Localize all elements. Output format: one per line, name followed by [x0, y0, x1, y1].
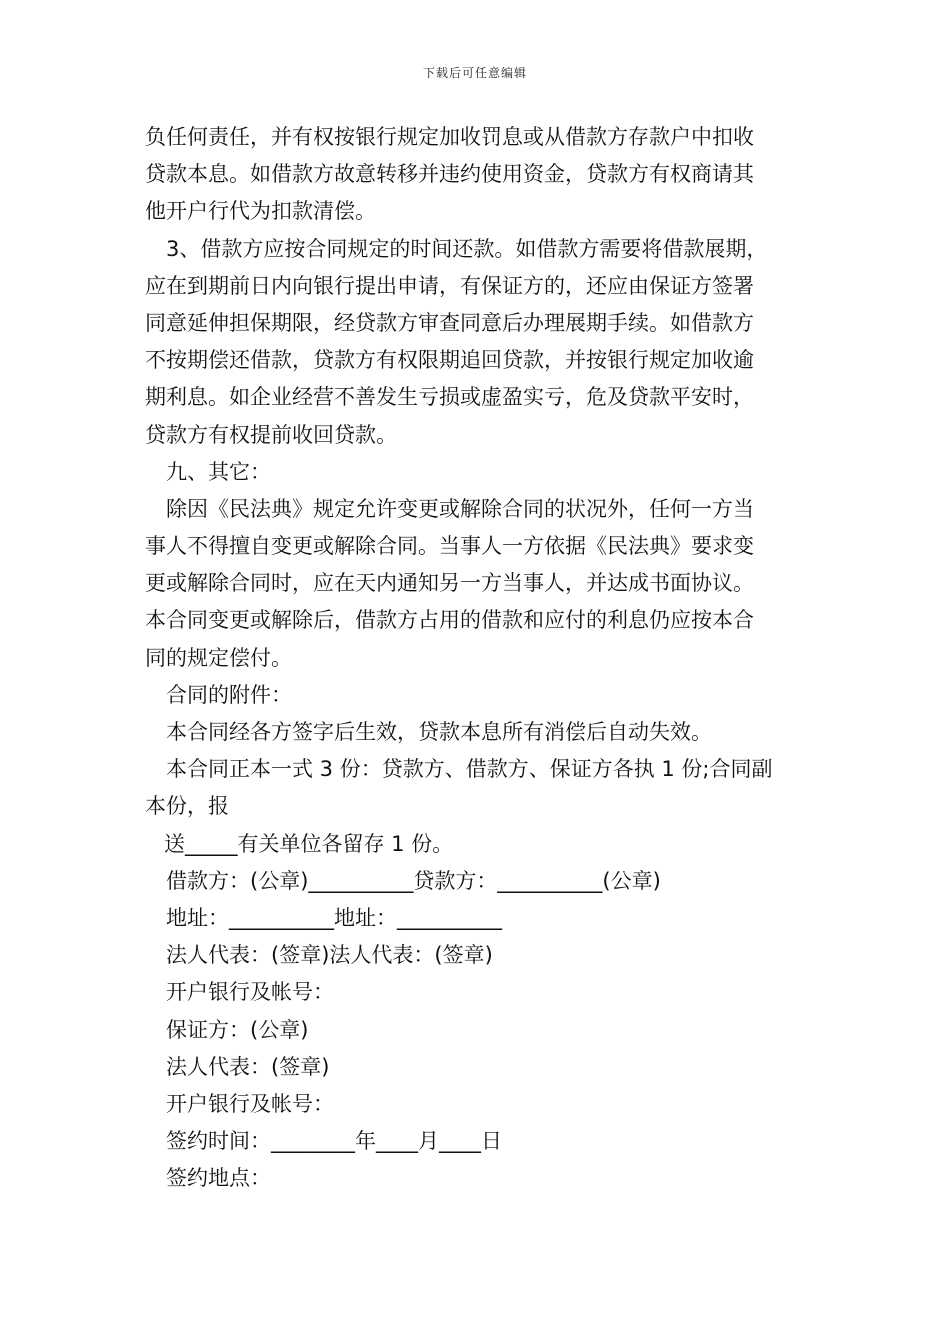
signature-line: 开户银行及帐号：: [166, 1091, 334, 1116]
signature-line: 法人代表：(签章)法人代表：(签章): [166, 943, 493, 968]
paragraph-line: 本合同变更或解除后，借款方占用的借款和应付的利息仍应按本合: [145, 608, 754, 633]
paragraph-line: 他开户行代为扣款清偿。: [145, 199, 376, 224]
header-note: 下载后可任意编辑: [422, 66, 527, 80]
paragraph-line: 应在到期前日内向银行提出申请，有保证方的，还应由保证方签署: [145, 273, 754, 298]
paragraph-line: 更或解除合同时，应在天内通知另一方当事人，并达成书面协议。: [145, 571, 754, 596]
paragraph-line: 事人不得擅自变更或解除合同。当事人一方依据《民法典》要求变: [145, 534, 754, 559]
section-heading: 九、其它：: [166, 459, 271, 484]
signature-line: 地址：__________地址：__________: [166, 905, 502, 930]
paragraph-line: 不按期偿还借款，贷款方有权限期追回贷款，并按银行规定加收逾: [145, 348, 754, 373]
paragraph-line: 本合同正本一式 3 份：贷款方、借款方、保证方各执 1 份;合同副: [166, 757, 773, 782]
paragraph-line: 本合同经各方签字后生效，贷款本息所有消偿后自动失效。: [166, 720, 712, 744]
signature-line: 签约时间：________年____月____日: [166, 1129, 502, 1154]
signature-line: 签约地点：: [166, 1166, 271, 1191]
paragraph-line: 负任何责任，并有权按银行规定加收罚息或从借款方存款户中扣收: [145, 125, 754, 149]
paragraph-line: 贷款本息。如借款方故意转移并违约使用资金，贷款方有权商请其: [145, 162, 754, 187]
paragraph-line: 3、借款方应按合同规定的时间还款。如借款方需要将借款展期，: [166, 236, 768, 261]
paragraph-line: 除因《民法典》规定允许变更或解除合同的状况外，任何一方当: [166, 496, 754, 521]
signature-line: 开户银行及帐号：: [166, 980, 334, 1005]
signature-line: 保证方：(公章): [166, 1017, 309, 1042]
section-heading: 合同的附件：: [166, 682, 292, 707]
paragraph-line: 送_____有关单位各留存 1 份。: [164, 831, 454, 856]
paragraph-line: 同意延伸担保期限，经贷款方审查同意后办理展期手续。如借款方: [145, 310, 754, 335]
paragraph-line: 贷款方有权提前收回贷款。: [145, 422, 397, 447]
document-body: [145, 119, 810, 1197]
signature-line: 法人代表：(签章): [166, 1054, 330, 1079]
paragraph-line: 本份，报: [145, 794, 229, 819]
paragraph-line: 期利息。如企业经营不善发生亏损或虚盈实亏，危及贷款平安时，: [145, 385, 754, 410]
paragraph-line: 同的规定偿付。: [145, 645, 292, 670]
signature-line: 借款方：(公章)__________贷款方：__________(公章): [166, 868, 661, 893]
